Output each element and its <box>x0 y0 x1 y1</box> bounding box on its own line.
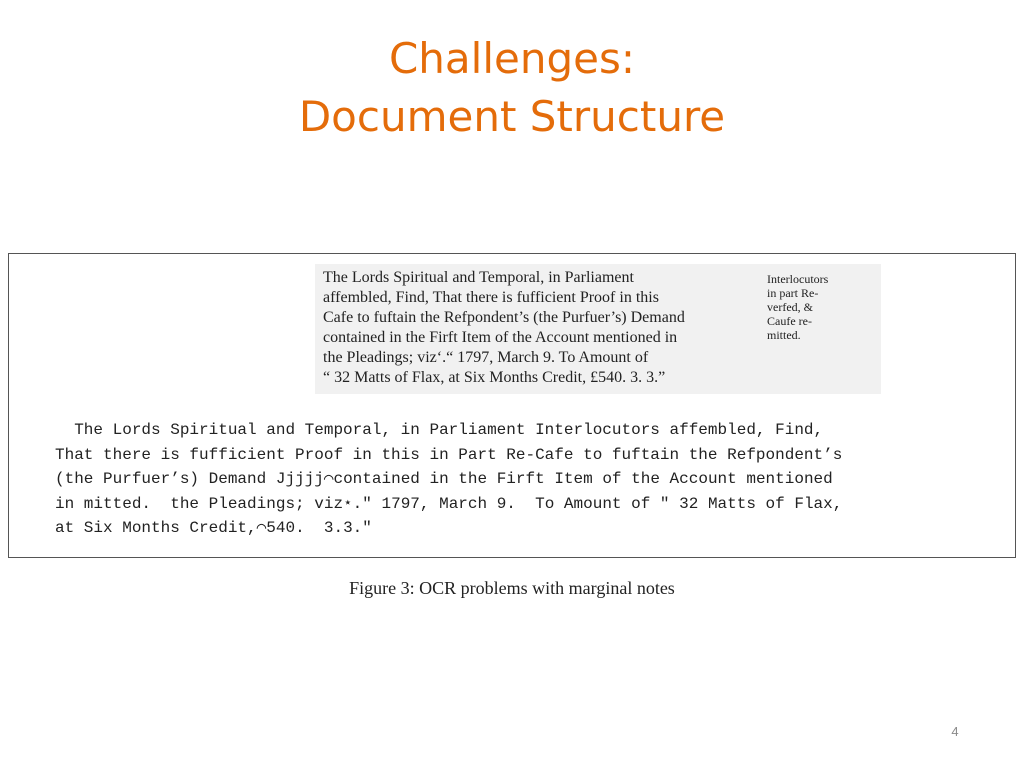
ocr-line: in mitted. the Pleadings; viz⋆." 1797, March 9. To Amount of " 32 Matts of Flax, <box>55 494 843 513</box>
ocr-output-text <box>55 418 995 541</box>
scan-main-text <box>323 268 759 388</box>
slide-title <box>0 30 1024 146</box>
ocr-line: That there is fufficient Proof in this in Part Re-Cafe to fuftain the Refpondent’s <box>55 445 843 464</box>
margin-line: mitted. <box>767 328 801 342</box>
title-line-1: Challenges: <box>388 34 635 83</box>
scan-line: the Pleadings; viz‘.“ 1797, March 9. To Amount of <box>323 349 649 366</box>
figure-box <box>8 253 1016 558</box>
scan-line: The Lords Spiritual and Temporal, in Parliament <box>323 269 634 286</box>
scan-line: affembled, Find, That there is fufficient Proof in this <box>323 289 659 306</box>
ocr-line: (the Purfuer’s) Demand Jjjjj⌒contained in the Firft Item of the Account mentioned <box>55 470 833 488</box>
scan-line: Cafe to fuftain the Refpondent’s (the Purfuer’s) Demand <box>323 309 685 326</box>
scanned-page-image <box>315 264 881 394</box>
margin-line: Caufe re- <box>767 314 812 328</box>
scan-line: contained in the Firft Item of the Account mentioned in <box>323 329 678 346</box>
page-number: 4 <box>951 724 959 739</box>
scan-marginal-note <box>767 272 877 342</box>
margin-line: Interlocutors <box>767 272 829 286</box>
scan-line: “ 32 Matts of Flax, at Six Months Credit, £540. 3. 3.” <box>323 369 666 386</box>
title-line-2: Document Structure <box>298 92 726 141</box>
margin-line: in part Re- <box>767 286 819 300</box>
margin-line: verfed, & <box>767 300 813 314</box>
figure-caption: Figure 3: OCR problems with marginal notes <box>349 578 675 598</box>
ocr-line: The Lords Spiritual and Temporal, in Parliament Interlocutors affembled, Find, <box>55 421 824 439</box>
ocr-line: at Six Months Credit,⌒540. 3.3." <box>55 519 372 537</box>
